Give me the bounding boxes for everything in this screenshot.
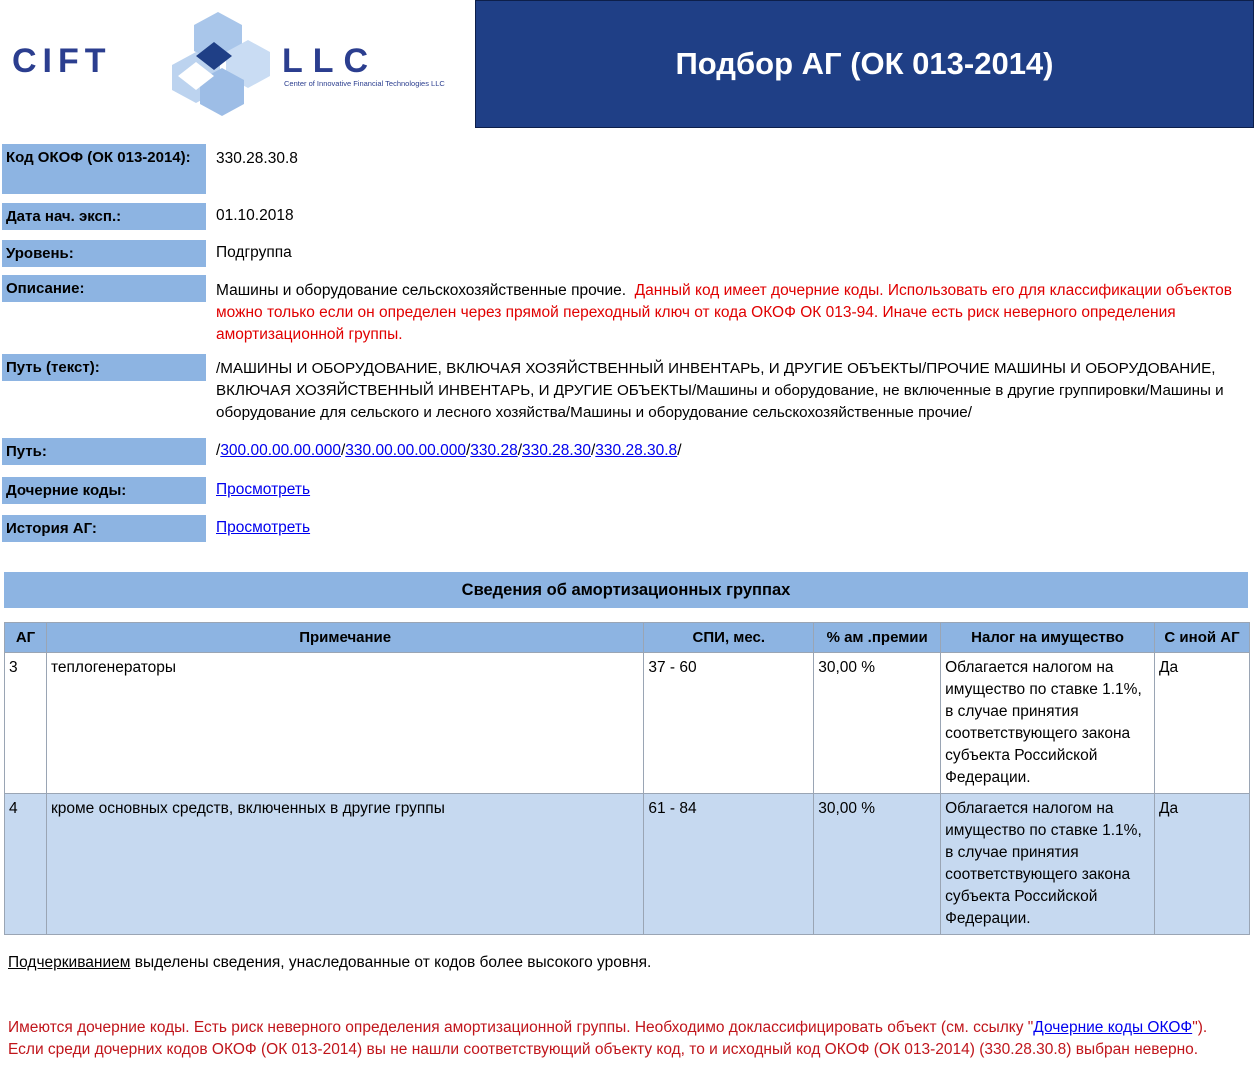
children-label: Дочерние коды:	[2, 477, 206, 504]
description-label: Описание:	[2, 275, 206, 302]
table-row	[5, 653, 1250, 794]
path-label: Путь:	[2, 438, 206, 465]
warning-text-part1: Имеются дочерние коды. Есть риск неверного определения амортизационной группы. Необходимо доклассифицировать объект (см. ссылку "	[8, 1019, 1034, 1036]
path-separator: /	[517, 442, 523, 459]
date-value: 01.10.2018	[216, 207, 294, 224]
path-link-330[interactable]: 330.00.00.00.000	[345, 442, 466, 459]
table-row	[5, 794, 1250, 935]
logo-text-right: LLC	[282, 42, 379, 80]
path-breadcrumb	[216, 440, 1246, 462]
cell-tax: Облагается налогом на имущество по ставке 1.1%, в случае принятия соответствующего закона субъекта Российской Федерации.	[941, 653, 1155, 794]
cell-ag: 4	[5, 794, 47, 935]
path-separator: /	[340, 442, 346, 459]
history-label: История АГ:	[2, 515, 206, 542]
inheritance-note	[8, 954, 651, 972]
warning-text-part2: "). Если среди дочерних кодов ОКОФ (ОК 013-2014) вы не нашли соответствующий объекту код, то и исходный код ОКОФ (ОК 013-2014) (330.28.30.8) выбран неверно.	[8, 1019, 1208, 1058]
description-text: Машины и оборудование сельскохозяйственные прочие.	[216, 282, 627, 299]
table-header-row	[5, 623, 1250, 653]
path-link-300[interactable]: 300.00.00.00.000	[220, 442, 341, 459]
path-separator: /	[590, 442, 596, 459]
logo-subtitle: Center of Innovative Financial Technologies LLC	[284, 79, 445, 88]
description-value	[216, 280, 1246, 346]
cell-spi: 61 - 84	[644, 794, 814, 935]
column-header-ag: АГ	[5, 623, 47, 653]
children-warning	[8, 1017, 1238, 1061]
children-value	[216, 479, 1246, 501]
code-label: Код ОКОФ (ОК 013-2014):	[2, 144, 206, 194]
column-header-premium: % ам .премии	[814, 623, 941, 653]
description-warning: Данный код имеет дочерние коды. Использовать его для классификации объектов можно только если он определен через прямой переходный ключ от кода ОКОФ ОК 013-94. Иначе есть риск неверного определения амортизационной группы.	[216, 282, 1233, 343]
company-logo	[0, 0, 474, 128]
code-value: 330.28.30.8	[216, 150, 298, 167]
history-value	[216, 517, 1246, 539]
section-title	[4, 572, 1248, 608]
cell-note: теплогенераторы	[46, 653, 643, 794]
level-label: Уровень:	[2, 240, 206, 267]
logo-text-left: CIFT	[12, 42, 112, 80]
column-header-other-ag: С иной АГ	[1155, 623, 1250, 653]
cell-premium: 30,00 %	[814, 794, 941, 935]
path-text-label: Путь (текст):	[2, 354, 206, 381]
inheritance-note-underlined: Подчеркиванием	[8, 954, 131, 971]
column-header-note: Примечание	[46, 623, 643, 653]
column-header-spi: СПИ, мес.	[644, 623, 814, 653]
path-separator: /	[216, 442, 221, 459]
page-title-banner	[475, 0, 1254, 128]
view-children-link[interactable]: Просмотреть	[216, 481, 311, 498]
date-label: Дата нач. эксп.:	[2, 203, 206, 230]
cell-ag: 3	[5, 653, 47, 794]
logo-graphic	[0, 0, 474, 128]
path-separator: /	[465, 442, 471, 459]
path-text-value: /МАШИНЫ И ОБОРУДОВАНИЕ, ВКЛЮЧАЯ ХОЗЯЙСТВЕННЫЙ ИНВЕНТАРЬ, И ДРУГИЕ ОБЪЕКТЫ/ПРОЧИЕ МАШИНЫ И ОБОРУДОВАНИЕ, ВКЛЮЧАЯ ХОЗЯЙСТВЕННЫЙ ИНВЕНТАРЬ, И ДРУГИЕ ОБЪЕКТЫ/Машины и оборудование, не включенные в другие группировки/Машины и оборудование для сельского и лесного хозяйства/Машины и оборудование сельскохозяйственные прочие/	[216, 360, 1224, 421]
cell-other-ag: Да	[1155, 794, 1250, 935]
amortization-groups-table	[4, 622, 1250, 935]
cell-tax: Облагается налогом на имущество по ставке 1.1%, в случае принятия соответствующего закона субъекта Российской Федерации.	[941, 794, 1155, 935]
cell-spi: 37 - 60	[644, 653, 814, 794]
hexagon-logo-icon	[172, 12, 270, 116]
section-title-text: Сведения об амортизационных группах	[461, 580, 791, 599]
cell-premium: 30,00 %	[814, 653, 941, 794]
path-link-330-28[interactable]: 330.28	[470, 442, 518, 459]
column-header-tax: Налог на имущество	[941, 623, 1155, 653]
inheritance-note-text: выделены сведения, унаследованные от кодов более высокого уровня.	[130, 954, 652, 971]
cell-note: кроме основных средств, включенных в другие группы	[46, 794, 643, 935]
path-link-330-28-30[interactable]: 330.28.30	[522, 442, 591, 459]
cell-other-ag: Да	[1155, 653, 1250, 794]
page-title: Подбор АГ (ОК 013-2014)	[675, 46, 1054, 81]
children-codes-link[interactable]: Дочерние коды ОКОФ	[1033, 1019, 1193, 1036]
path-separator: /	[677, 442, 682, 459]
path-link-330-28-30-8[interactable]: 330.28.30.8	[595, 442, 678, 459]
level-value: Подгруппа	[216, 244, 292, 261]
view-history-link[interactable]: Просмотреть	[216, 519, 311, 536]
